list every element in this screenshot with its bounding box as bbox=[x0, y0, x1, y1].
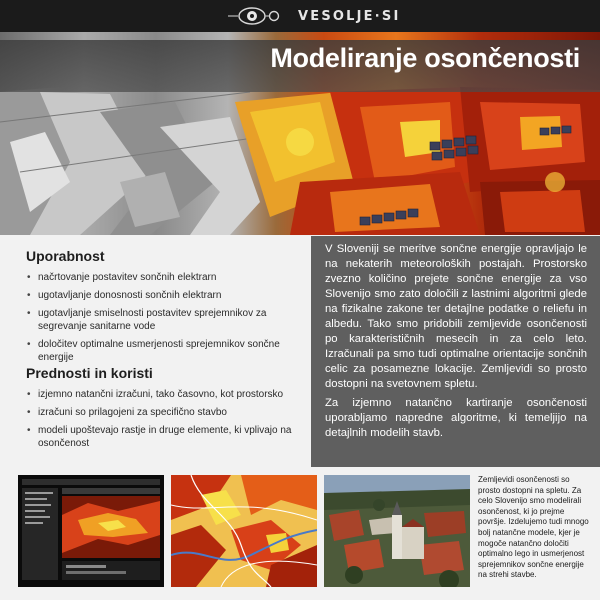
thumbnail-caption: Zemljevidi osončenosti so prosto dostopni na spletu. Za celo Slovenijo smo modelirali osončenost, ki jo prejme površje. Izdelujemo tudi mnogo bolj natančne modele, kjer je mogoče natančno določiti optimalno lego in usmerjenost sprejemnikov sončne energije na strehi stavbe. bbox=[478, 475, 589, 580]
usability-title: Uporabnost bbox=[26, 248, 105, 264]
hero-banner bbox=[0, 32, 600, 235]
advantages-section bbox=[26, 365, 296, 455]
thumbnail-town-aerial-photo bbox=[324, 475, 470, 587]
advantages-list bbox=[26, 388, 296, 450]
description-panel bbox=[311, 236, 600, 467]
list-item: • ugotavljanje donosnosti sončnih elektrarn bbox=[26, 289, 296, 302]
description-paragraph-1: V Sloveniji se meritve sončne energije opravljajo le na nekaterih meteoroloških postajah. Prostorsko zvezno količino prejete sončne energije za vso Slovenijo smo zato določili z lastnimi algoritmi glede na fizikalne zakone ter detajlne podatke o reliefu in albedu. Tako smo pridobili zemljevide osončenosti po karakterističnih mesecih in za celo leto. Izračunali pa smo tudi optimalne orientacije sončnih celic za posamezne lokacije. Zemljevidi so prosto dostopni na svetovnem spletu. bbox=[325, 243, 587, 390]
usability-list bbox=[26, 271, 296, 364]
page-title: Modeliranje osončenosti bbox=[270, 43, 580, 73]
list-item: • ugotavljanje smiselnosti postavitev sprejemnikov za segrevanje sanitarne vode bbox=[26, 307, 296, 333]
usability-section bbox=[26, 248, 296, 369]
brand-logo[interactable] bbox=[228, 5, 401, 27]
list-item: • modeli upoštevajo rastje in druge elemente, ki vplivajo na osončenost bbox=[26, 424, 296, 450]
orbit-logo-icon bbox=[228, 5, 284, 27]
advantages-title: Prednosti in koristi bbox=[26, 365, 153, 381]
list-item: • izjemno natančni izračuni, tako časovno, kot prostorsko bbox=[26, 388, 296, 401]
top-bar bbox=[0, 0, 600, 32]
list-item: • izračuni so prilagojeni za specifično stavbo bbox=[26, 406, 296, 419]
brand-name: VESOLJE∙SI bbox=[298, 8, 401, 24]
list-item: • načrtovanje postavitev sončnih elektrarn bbox=[26, 271, 296, 284]
thumbnail-software-screenshot bbox=[18, 475, 164, 587]
thumbnail-insolation-map bbox=[171, 475, 317, 587]
description-paragraph-2: Za izjemno natančno kartiranje osončenosti uporabljamo napredne algoritme, ki temeljijo na detajlnih modelih stavb. bbox=[325, 397, 587, 439]
list-item: • določitev optimalne usmerjenosti sprejemnikov sončne energije bbox=[26, 338, 296, 364]
